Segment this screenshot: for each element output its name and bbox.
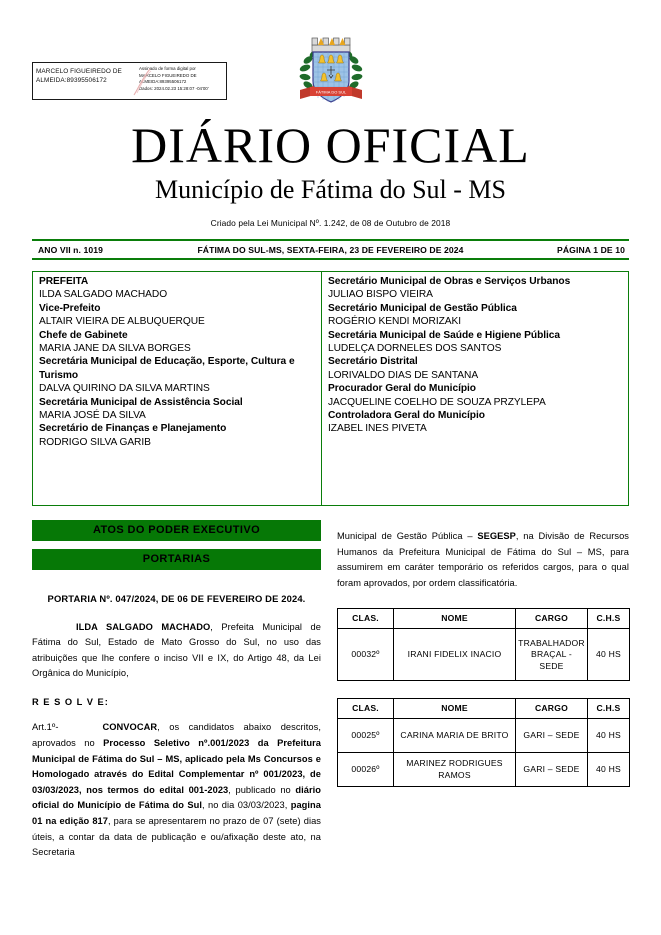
coat-of-arms-icon <box>296 26 366 118</box>
official-role: Controladora Geral do Município <box>328 410 485 422</box>
official-name: ILDA SALGADO MACHADO <box>39 289 168 301</box>
official-role: Secretário Municipal de Gestão Pública <box>328 302 517 314</box>
digital-signature-box <box>32 62 227 100</box>
cell-chs: 40 HS <box>588 719 630 753</box>
cell-chs: 40 HS <box>588 753 630 787</box>
official-role: Chefe de Gabinete <box>39 329 128 341</box>
official-role: Secretário Municipal de Obras e Serviços Urbanos <box>328 276 571 287</box>
signature-detail-line1: Assinado de forma digital por <box>139 66 196 71</box>
cell-cargo: TRABALHADOR BRAÇAL - SEDE <box>516 629 588 681</box>
table-row <box>338 629 630 681</box>
article-1-verb: CONVOCAR <box>102 722 158 733</box>
official-name: JULIAO BISPO VIEIRA <box>328 289 433 301</box>
issue-year-number: ANO VII n. 1019 <box>38 244 104 255</box>
issue-info-bar <box>32 239 629 260</box>
candidates-table-2 <box>337 698 630 787</box>
official-name: JACQUELINE COELHO DE SOUZA PRZYLEPA <box>328 396 546 408</box>
column-header-clas: CLAS. <box>338 699 394 719</box>
signature-detail-line3: ALMEIDA:89395506172 <box>139 79 187 85</box>
page-title: DIÁRIO OFICIAL <box>131 117 530 173</box>
officials-box <box>32 271 629 506</box>
officials-column-right <box>322 272 628 505</box>
svg-text:FÁTIMA DO SUL: FÁTIMA DO SUL <box>315 89 347 95</box>
cell-clas: 00025º <box>338 719 394 753</box>
segesp-acronym: SEGESP <box>477 531 516 541</box>
cell-nome: IRANI FIDELIX INACIO <box>394 629 516 681</box>
official-name: MARIA JOSÉ DA SILVA <box>39 410 146 422</box>
resolve-label: R E S O L V E: <box>32 696 109 707</box>
section-header-portarias: PORTARIAS <box>32 549 321 570</box>
page-subtitle: Município de Fátima do Sul - MS <box>155 175 506 204</box>
portaria-intro-rest: , Prefeita Municipal de Fátima do Sul, Estado de Mato Grosso do Sul, no uso das atribuições que lhe confere o inciso VII e IX, do Artigo 48, da Lei Orgânica do Município, <box>32 621 321 679</box>
table-row <box>338 753 630 787</box>
official-role: PREFEITA <box>39 276 89 287</box>
official-name: LUDELÇA DORNELES DOS SANTOS <box>328 343 502 355</box>
article-1-paragraph <box>32 720 321 860</box>
cell-cargo: GARI – SEDE <box>516 719 588 753</box>
signature-details <box>137 63 226 99</box>
issue-page-number: PÁGINA 1 DE 10 <box>557 244 625 255</box>
creation-law-text: Criado pela Lei Municipal Nº. 1.242, de 08 de Outubro de 2018 <box>210 218 451 228</box>
official-role: Secretária Municipal de Saúde e Higiene Pública <box>328 329 561 341</box>
article-1-bold-3: diário oficial do Município de Fátima do Sul <box>32 784 321 811</box>
portaria-title: PORTARIA Nº. 047/2024, DE 06 DE FEVEREIRO DE 2024. <box>47 593 306 604</box>
content-column-left <box>32 520 321 861</box>
continuation-text-1: Municipal de Gestão Pública – <box>337 531 478 541</box>
cell-clas: 00032º <box>338 629 394 681</box>
article-1-bold-2: Processo Seletivo nº.001/2023 da Prefeitura Municipal de Fátima do Sul – MS, aplicado pela Ms Concursos e Homologado através do Edital Complementar nº 001/2023, de 03/03/2023, nos termos do edital 001-2023 <box>32 738 321 795</box>
signature-detail-line4: Dados: 2024.02.23 15:28:07 -04'00' <box>139 85 209 91</box>
table-row <box>338 719 630 753</box>
article-1-text-4: , para se apresentarem no prazo de 07 (sete) dias úteis, a contar da data de publicação e ou/afixação deste ato, na Secretaria <box>32 816 321 858</box>
official-role: Secretária Municipal de Assistência Social <box>39 396 243 408</box>
table-header-row <box>338 699 630 719</box>
article-1-continuation-paragraph <box>337 529 629 591</box>
portaria-signer-name: ILDA SALGADO MACHADO <box>76 621 211 632</box>
column-header-cargo: CARGO <box>516 609 588 629</box>
cell-cargo: GARI – SEDE <box>516 753 588 787</box>
issue-city-date: FÁTIMA DO SUL-MS, SEXTA-FEIRA, 23 DE FEVEREIRO DE 2024 <box>197 244 464 255</box>
official-role: Secretário Distrital <box>328 356 418 368</box>
official-name: DALVA QUIRINO DA SILVA MARTINS <box>39 383 210 395</box>
column-header-nome: NOME <box>394 699 516 719</box>
table-header-row <box>338 609 630 629</box>
content-column-right <box>337 529 629 787</box>
cell-chs: 40 HS <box>588 629 630 681</box>
article-1-label: Art.1º- <box>32 722 59 733</box>
continuation-text-2: , na Divisão de Recursos Humanos da Prefeitura Municipal de Fátima do Sul – MS, para assumirem em caráter temporário os referidos cargos, para o qual foram aprovados, por ordem classificatória. <box>337 531 630 588</box>
officials-column-left <box>33 272 322 505</box>
official-role: Procurador Geral do Município <box>328 383 476 395</box>
official-name: MARIA JANE DA SILVA BORGES <box>39 343 191 355</box>
article-1-text-2: , publicado no <box>228 784 296 795</box>
column-header-chs: C.H.S <box>588 699 630 719</box>
official-role: Secretário de Finanças e Planejamento <box>39 423 227 435</box>
cell-nome: CARINA MARIA DE BRITO <box>394 719 516 753</box>
official-name: RODRIGO SILVA GARIB <box>39 436 151 448</box>
official-name: ROGÉRIO KENDI MORIZAKI <box>328 316 462 328</box>
cell-clas: 00026º <box>338 753 394 787</box>
cell-nome: MARINEZ RODRIGUES RAMOS <box>394 753 516 787</box>
signature-name-line2: ALMEIDA:89395506172 <box>36 77 107 84</box>
candidates-table-1 <box>337 608 630 681</box>
signature-detail-line2: MARCELO FIGUEIREDO DE <box>139 72 197 78</box>
portaria-intro-paragraph <box>32 620 321 682</box>
signature-name <box>33 63 137 99</box>
article-1-bold-4: pagina 01 na edição 817 <box>32 800 321 827</box>
official-name: LORIVALDO DIAS DE SANTANA <box>328 369 479 381</box>
article-1-text-1: , os candidatos abaixo descritos, aprovados no <box>32 722 321 749</box>
official-name: IZABEL INES PIVETA <box>328 423 427 435</box>
column-header-cargo: CARGO <box>516 699 588 719</box>
article-1-text-3: , no dia 03/03/2023, <box>201 800 291 811</box>
official-role: Secretária Municipal de Educação, Esporte, Cultura e Turismo <box>39 356 295 381</box>
section-header-atos: ATOS DO PODER EXECUTIVO <box>32 520 321 541</box>
column-header-chs: C.H.S <box>588 609 630 629</box>
official-role: Vice-Prefeito <box>39 302 101 314</box>
masthead <box>0 118 661 230</box>
signature-name-line1: MARCELO FIGUEIREDO DE <box>36 68 122 75</box>
column-header-nome: NOME <box>394 609 516 629</box>
column-header-clas: CLAS. <box>338 609 394 629</box>
official-name: ALTAIR VIEIRA DE ALBUQUERQUE <box>39 316 205 328</box>
